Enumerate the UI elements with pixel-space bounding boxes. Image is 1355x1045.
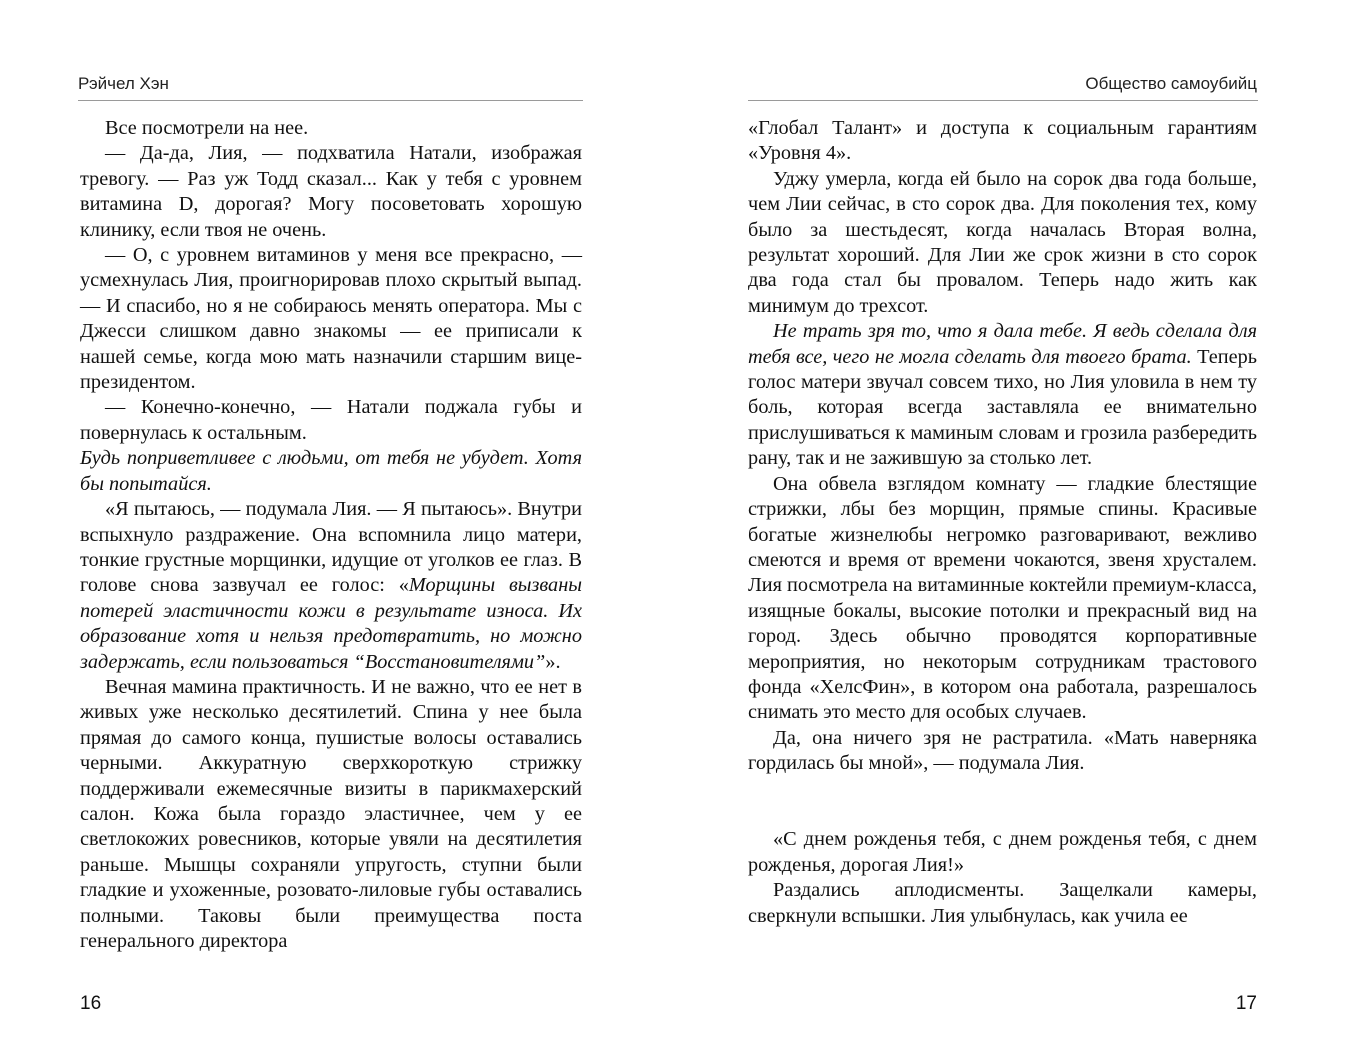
- text-run: Все посмотрели на нее.: [105, 117, 309, 139]
- text-run: «Глобал Талант» и доступа к социальным гарантиям «Уровня 4».: [748, 117, 1257, 165]
- paragraph: [80, 243, 582, 395]
- text-run: «С днем рожденья тебя, с днем рожденья тебя, с днем рожденья, дорогая Лия!»: [748, 828, 1257, 876]
- running-header-author: Рэйчел Хэн: [78, 74, 169, 93]
- text-run: Раздались аплодисменты. Защелкали камеры, сверкнули вспышки. Лия улыбнулась, как учила ее: [748, 879, 1257, 927]
- italic-run: Будь поприветливее с людьми, от тебя не убудет. Хотя бы попытайся.: [80, 447, 582, 495]
- page-number: 16: [80, 993, 102, 1014]
- paragraph: [748, 472, 1257, 726]
- text-run: — О, с уровнем витаминов у меня все прекрасно, — усмехнулась Лия, проигнорировав плохо скрытый выпад. — И спасибо, но я не собираюсь менять оператора. Мы с Джесси слишком давно знакомы — ее приписали к нашей семье, когда мою мать назначили старшим вице-президентом.: [80, 244, 582, 394]
- text-run: Да, она ничего зря не растратила. «Мать наверняка гордилась бы мной», — подумала Лия.: [748, 726, 1257, 775]
- paragraph: [748, 878, 1257, 929]
- text-run: Теперь голос матери звучал совсем тихо, но Лия уловила в нем ту боль, которая всегда заставляла ее внимательно прислушиваться к маминым словам и грозила разбередить рану, так и не зажившую за столько лет.: [748, 345, 1257, 470]
- page-body-text: [748, 116, 1257, 929]
- text-run: — Конечно-конечно, — Натали поджала губы и повернулась к остальным.: [80, 396, 582, 444]
- italic-run: Не трать зря то, что я дала тебе. Я ведь сделала для тебя все, чего не могла сделать для твоего брата.: [748, 320, 1257, 368]
- section-break: [748, 777, 1257, 828]
- text-run: «Я пытаюсь, — подумала Лия. — Я пытаюсь». Внутри вспыхнуло раздражение. Она вспомнила лицо матери, тонкие грустные морщинки, идущие от уголков ее глаз. В голове снова зазвучал ее голос: «: [80, 498, 582, 597]
- italic-run: Морщины вызваны потерей эластичности кожи в результате износа. Их образование хотя и нельзя предотвратить, но можно задержать, если пользоваться “Восстановителями”: [80, 574, 582, 673]
- page-number: 17: [1235, 993, 1257, 1014]
- left-page: [0, 0, 677, 1045]
- text-run: ».: [545, 650, 561, 673]
- paragraph: [80, 116, 582, 141]
- header-rule: [748, 100, 1258, 101]
- text-run: Она обвела взглядом комнату — гладкие блестящие стрижки, лбы без морщин, прямые спины. Красивые богатые жизнелюбы негромко разговаривают, вежливо смеются и время от времени чокаются, звеня хрусталем. Лия посмотрела на витаминные коктейли премиум-класса, изящные бокалы, высокие потолки и прекрасный вид на город. Здесь обычно проводятся корпоративные мероприятия, но некоторым сотрудникам трастового фонда «ХелсФин», в котором она работала, разрешалось снимать это место для особых случаев.: [748, 472, 1257, 724]
- paragraph-continued: [748, 116, 1257, 167]
- paragraph: [80, 675, 582, 954]
- paragraph: [748, 726, 1257, 777]
- text-run: Вечная мамина практичность. И не важно, что ее нет в живых уже несколько десятилетий. Спина у нее была прямая до самого конца, пушистые волосы оставались черными. Аккуратную сверхкороткую стрижку поддерживали ежемесячные визиты в парикмахерский салон. Кожа была гораздо эластичнее, чем у ее светлокожих ровесников, которые увяли на десятилетия раньше. Мышцы сохраняли упругость, ступни были гладкие и ухоженные, розовато-лиловые губы оставались полными. Таковы были преимущества поста генерального директора: [80, 675, 582, 952]
- paragraph: [80, 141, 582, 243]
- paragraph: [80, 497, 582, 675]
- header-rule: [78, 100, 583, 101]
- paragraph: [748, 319, 1257, 471]
- paragraph: [748, 827, 1257, 878]
- right-page: [678, 0, 1355, 1045]
- paragraph: [748, 167, 1257, 319]
- paragraph: [80, 395, 582, 446]
- text-run: — Да-да, Лия, — подхватила Натали, изображая тревогу. — Раз уж Тодд сказал... Как у тебя с уровнем витамина D, дорогая? Могу посоветовать хорошую клинику, если твоя не очень.: [80, 142, 582, 241]
- text-run: Уджу умерла, когда ей было на сорок два года больше, чем Лии сейчас, в сто сорок два. Для поколения тех, кому было за шестьдесят, когда началась Вторая волна, результат хороший. Для Лии же срок жизни в сто сорок два года стал бы провалом. Теперь надо жить как минимум до трехсот.: [748, 167, 1257, 317]
- page-body-text: [80, 116, 582, 954]
- running-header-title: Общество самоубийц: [1085, 74, 1257, 93]
- paragraph-italic-thought: [80, 446, 582, 497]
